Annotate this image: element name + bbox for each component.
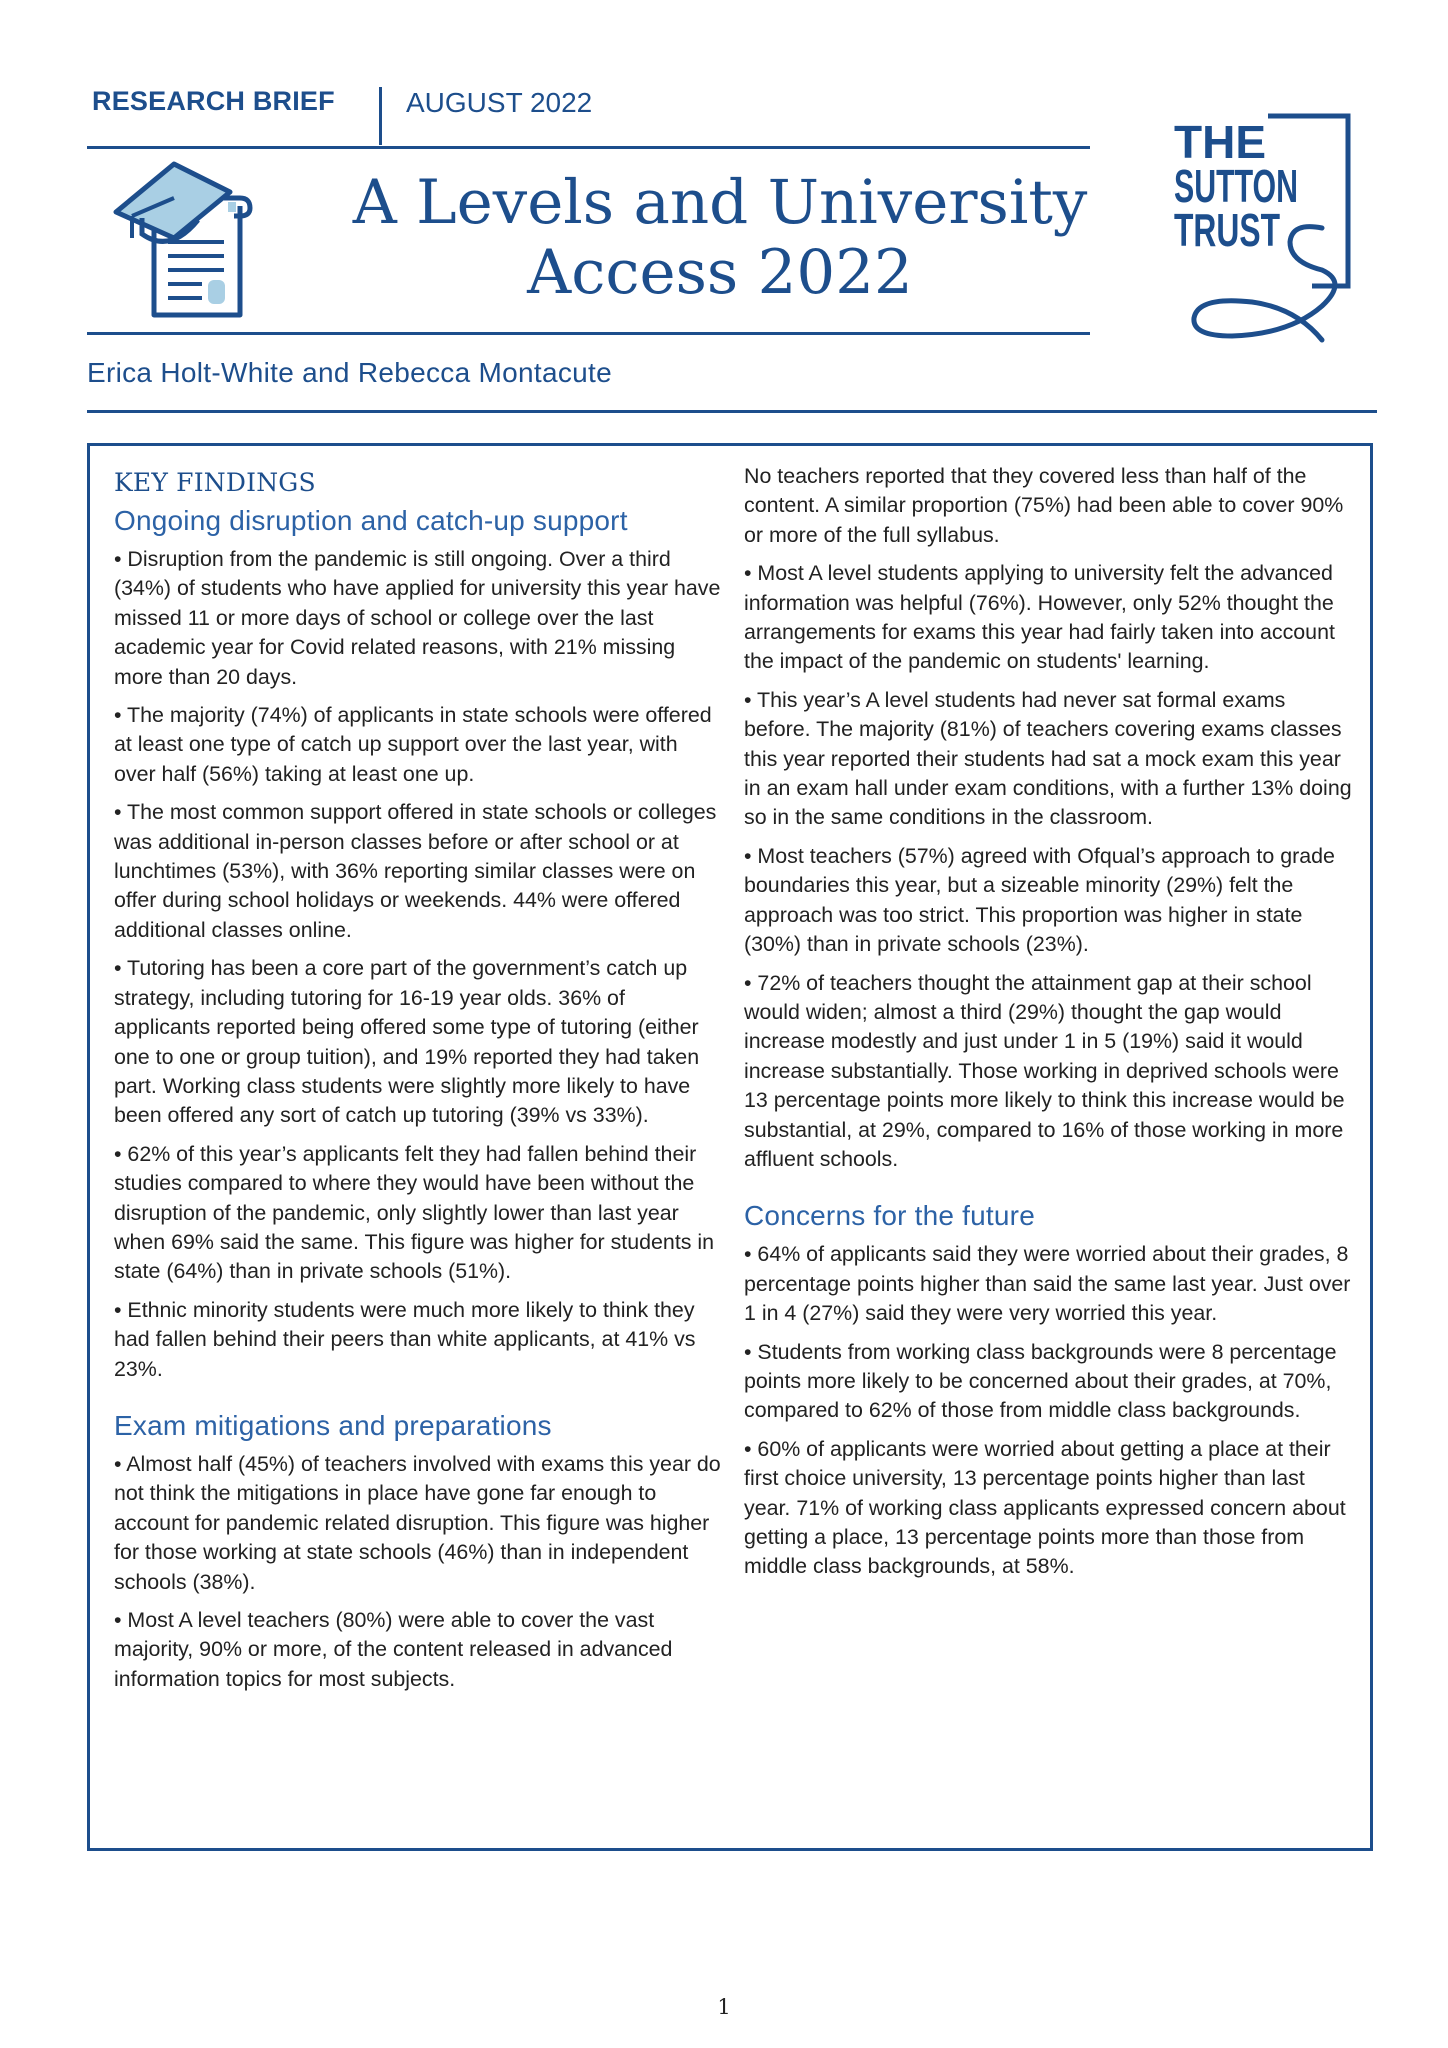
finding-paragraph: No teachers reported that they covered less than half of the content. A similar proportion (75%) had been able to cover 90% or more of the full syllabus. — [744, 464, 1344, 547]
finding-paragraph: • Disruption from the pandemic is still ongoing. Over a third (34%) of students who have applied for university this year have missed 11 or more days of school or college over the last academic year for Covid related reasons, with 21% missing more than 20 days. — [114, 547, 721, 689]
logo-line-1: THE — [1174, 116, 1266, 168]
finding-paragraph: • Almost half (45%) of teachers involved with exams this year do not think the mitigations in place have gone far enough to account for pandemic related disruption. This figure was higher for those working at state schools (46%) than in independent schools (38%). — [114, 1451, 721, 1594]
logo-line-3: TRUST — [1174, 204, 1280, 256]
document-title — [310, 168, 1130, 308]
brief-date: AUGUST 2022 — [406, 87, 593, 118]
header-divider — [379, 87, 382, 145]
logo-line-2: SUTTON — [1174, 160, 1298, 212]
finding-paragraph: • This year’s A level students had never sat formal exams before. The majority (81%) of teachers covering exams classes this year reported their students had sat a mock exam this year in an exam hall under exam conditions, with a further 13% doing so in the same conditions in the classroom. — [744, 687, 1352, 830]
sutton-trust-logo — [1172, 110, 1362, 350]
finding-paragraph: • The majority (74%) of applicants in state schools were offered at least one type of catch up support over the last year, with over half (56%) taking at least one up. — [114, 703, 712, 786]
section-heading-exam-mitigations: Exam mitigations and preparations — [114, 1409, 552, 1441]
finding-paragraph: • 72% of teachers thought the attainment gap at their school would widen; almost a third (29%) thought the gap would increase modestly and just under 1 in 5 (19%) said it would increase substantially. Those working in deprived schools were 13 percentage points more likely to think this increase would be substantial, at 29%, compared to 16% of those working in more affluent schools. — [744, 970, 1345, 1171]
key-findings-heading: KEY FINDINGS — [114, 468, 316, 497]
finding-paragraph: • 64% of applicants said they were worried about their grades, 8 percentage points higher than said the same last year. Just over 1 in 4 (27%) said they were very worried this year. — [744, 1242, 1351, 1326]
title-line-1: A Levels and University — [352, 167, 1088, 238]
finding-paragraph: • Tutoring has been a core part of the government’s catch up strategy, including tutoring for 16-19 year olds. 36% of applicants reported being offered some type of tutoring (either one to one or group tuition), and 19% reported they had taken part. Working class students were slightly more likely to have been offered any sort of catch up tutoring (39% vs 33%). — [114, 956, 700, 1128]
finding-paragraph: • Most A level students applying to university felt the advanced information was helpful (76%). However, only 52% thought the arrangements for exams this year had fairly taken into account the impact of the pandemic on students' learning. — [744, 561, 1335, 674]
finding-paragraph: • Students from working class backgrounds were 8 percentage points more likely to be concerned about their grades, at 70%, compared to 62% of those from middle class backgrounds. — [744, 1339, 1337, 1423]
finding-paragraph: • 60% of applicants were worried about getting a place at their first choice university, 13 percentage points higher than last year. 71% of working class applicants expressed concern about getting a place, 13 percentage points more than those from middle class backgrounds, at 58%. — [744, 1436, 1346, 1579]
finding-paragraph: • Most A level teachers (80%) were able to cover the vast majority, 90% or more, of the content released in advanced information topics for most subjects. — [114, 1608, 673, 1691]
section-heading-disruption: Ongoing disruption and catch-up support — [114, 505, 628, 536]
finding-paragraph: • The most common support offered in state schools or colleges was additional in-person classes before or after school or at lunchtimes (53%), with 36% reporting similar classes were on offer during school holidays or weekends. 44% were offered additional classes online. — [114, 800, 717, 942]
title-line-2: Access 2022 — [527, 237, 913, 308]
graduation-document-icon — [112, 158, 262, 320]
section-heading-concerns: Concerns for the future — [744, 1200, 1035, 1232]
brief-label: RESEARCH BRIEF — [92, 86, 335, 116]
authors: Erica Holt-White and Rebecca Montacute — [87, 357, 612, 388]
finding-paragraph: • Ethnic minority students were much more likely to think they had fallen behind their peers than white applicants, at 41% vs 23%. — [114, 1297, 696, 1381]
finding-paragraph: • Most teachers (57%) agreed with Ofqual’s approach to grade boundaries this year, but a sizeable minority (29%) felt the approach was too strict. This proportion was higher in state (30%) than in private schools (23%). — [744, 843, 1335, 957]
key-findings-left-column — [114, 462, 724, 1703]
page-number: 1 — [717, 1995, 731, 2019]
finding-paragraph: • 62% of this year’s applicants felt they had fallen behind their studies compared to where they would have been without the disruption of the pandemic, only slightly lower than last year when 69% said the same. This figure was higher for students in state (64%) than in private schools (51%). — [114, 1141, 715, 1284]
key-findings-right-column — [744, 462, 1356, 1591]
header-rule-top — [87, 146, 1090, 149]
header-rule-bottom — [87, 332, 1090, 335]
authors-rule — [87, 410, 1377, 413]
